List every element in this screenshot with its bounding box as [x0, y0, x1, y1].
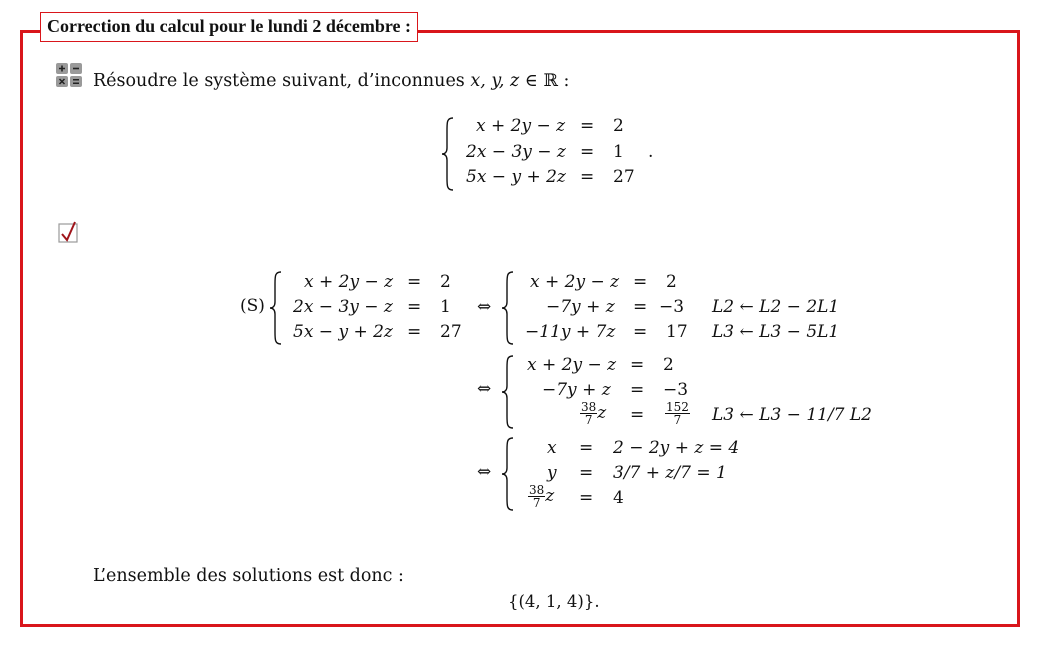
step1-eq-3-rel: =	[633, 322, 648, 342]
equation-3-lhs: 5x − y + 2z	[466, 167, 566, 187]
step2-eq-1-rel: =	[630, 355, 645, 375]
step1-eq-1-lhs: x + 2y − z	[530, 272, 620, 292]
step1-op-3: L3 ← L3 − 5L1	[712, 322, 840, 342]
page-title: Correction du calcul pour le lundi 2 décembre :	[40, 12, 418, 42]
calculator-operations-icon	[55, 62, 83, 88]
exercise-system	[440, 116, 670, 192]
equivalence-symbol: ⇔	[477, 379, 492, 399]
step2-eq-3-rhs	[665, 401, 690, 426]
left-brace	[268, 270, 284, 346]
fraction: $\frac{38}{7}$	[581, 400, 597, 427]
step2-eq-3-lhs: $\frac{38}{7}$ z	[581, 400, 607, 427]
fraction: $\frac{152}{7}$	[666, 400, 689, 427]
original-eq-3-rhs: 27	[440, 322, 462, 342]
equivalence-symbol: ⇔	[477, 462, 492, 482]
original-eq-2-rhs: 1	[440, 297, 451, 317]
step3-eq-3-lhs: $\frac{38}{7}$ z	[529, 483, 555, 510]
step2-eq-2-rel: =	[630, 380, 645, 400]
step1-op-2: L2 ← L2 − 2L1	[712, 297, 840, 317]
step1-eq-1-rhs: 2	[666, 272, 677, 292]
step2-eq-2-lhs: −7y + z	[542, 380, 611, 400]
left-brace	[500, 354, 516, 430]
prompt-text: Résoudre le système suivant, d’inconnues	[93, 71, 471, 91]
equivalence-symbol: ⇔	[477, 297, 492, 317]
left-brace	[440, 116, 456, 192]
equation-1-lhs: x + 2y − z	[476, 116, 566, 136]
step1-eq-3-lhs: −11y + 7z	[525, 322, 616, 342]
step3-eq-2-rhs: 3/7 + z/7 = 1	[613, 463, 727, 483]
equation-3-rhs: 27	[613, 167, 635, 187]
exercise-prompt	[93, 71, 569, 91]
system-label: (S)	[240, 296, 265, 316]
left-brace	[500, 436, 516, 512]
checkmark-icon	[58, 220, 80, 244]
step1-eq-3-rhs: 17	[666, 322, 688, 342]
step3-eq-3-rhs: 4	[613, 488, 624, 508]
equation-1-rel: =	[580, 116, 595, 136]
left-brace	[500, 270, 516, 346]
step1-eq-2-rhs: −3	[659, 297, 685, 317]
equation-2-rhs: 1	[613, 142, 624, 162]
step3-eq-2-rel: =	[579, 463, 594, 483]
system-end-punct: .	[648, 142, 654, 162]
step1-eq-2-lhs: −7y + z	[546, 297, 615, 317]
solution-set: {(4, 1, 4)}.	[508, 592, 600, 611]
original-eq-1-rhs: 2	[440, 272, 451, 292]
solution-block	[240, 270, 872, 520]
step3-eq-1-rel: =	[579, 438, 594, 458]
conclusion-text: L’ensemble des solutions est donc :	[93, 566, 404, 586]
step2-eq-3-rel: =	[630, 405, 645, 425]
equation-1-rhs: 2	[613, 116, 624, 136]
equation-2-lhs: 2x − 3y − z	[466, 142, 566, 162]
step1-eq-1-rel: =	[633, 272, 648, 292]
step3-eq-1-rhs: 2 − 2y + z = 4	[613, 438, 740, 458]
step3-eq-3-rel: =	[579, 488, 594, 508]
step2-eq-1-lhs: x + 2y − z	[527, 355, 617, 375]
prompt-suffix: ∈ ℝ :	[519, 71, 570, 91]
step2-eq-2-rhs: −3	[663, 380, 689, 400]
original-eq-2-rel: =	[407, 297, 422, 317]
step2-eq-1-rhs: 2	[663, 355, 674, 375]
equation-3-rel: =	[580, 167, 595, 187]
original-eq-1-lhs: x + 2y − z	[304, 272, 394, 292]
step1-eq-2-rel: =	[633, 297, 648, 317]
original-eq-3-lhs: 5x − y + 2z	[293, 322, 393, 342]
fraction: $\frac{38}{7}$	[529, 483, 545, 510]
prompt-variables: x, y, z	[470, 71, 520, 91]
step2-op-3: L3 ← L3 − 11/7 L2	[712, 405, 872, 425]
original-eq-3-rel: =	[407, 322, 422, 342]
original-eq-1-rel: =	[407, 272, 422, 292]
step3-eq-1-lhs: x	[547, 438, 557, 458]
equation-2-rel: =	[580, 142, 595, 162]
step3-eq-2-lhs: y	[547, 463, 557, 483]
original-eq-2-lhs: 2x − 3y − z	[293, 297, 393, 317]
